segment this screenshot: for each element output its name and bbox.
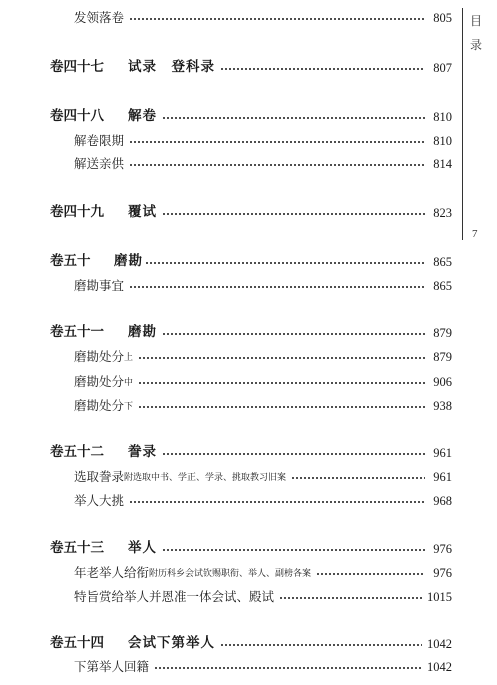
toc-section-row[interactable]: [74, 150, 452, 170]
section-note: 中: [124, 378, 134, 388]
chapter-name: 誊录: [128, 443, 157, 460]
page-number: 810: [433, 133, 452, 148]
page-number: 1042: [427, 659, 452, 674]
page-number: 814: [433, 156, 452, 171]
side-header-char: 录: [470, 38, 483, 52]
toc-title: [50, 58, 215, 75]
chapter-number: 卷五十四: [50, 634, 104, 651]
page-number: 807: [433, 60, 452, 75]
dot-leader: [129, 285, 425, 289]
dot-leader: [129, 140, 425, 144]
page-number: 1015: [427, 589, 452, 604]
chapter-number: 卷四十七: [50, 58, 104, 75]
page-number: 805: [433, 10, 452, 25]
page-number: 976: [433, 541, 452, 556]
page-number: 879: [433, 349, 452, 364]
toc-title: [50, 634, 215, 651]
section-note: 上: [124, 353, 134, 363]
toc-section-row[interactable]: [74, 463, 452, 483]
dot-leader: [220, 643, 422, 647]
page-number: 1042: [427, 636, 452, 651]
toc-title: [74, 277, 125, 293]
dot-leader: [279, 596, 422, 600]
chapter-name: 磨勘: [114, 252, 143, 269]
side-header-char: 目: [470, 14, 483, 28]
chapter-number: 卷五十一: [50, 323, 104, 340]
toc-section-row[interactable]: [74, 653, 452, 673]
page-number: 938: [433, 398, 452, 413]
dot-leader: [138, 381, 425, 385]
toc-section-row[interactable]: [74, 368, 452, 388]
toc-chapter-row[interactable]: [50, 535, 452, 555]
dot-leader: [316, 572, 425, 576]
page-number: 865: [433, 278, 452, 293]
dot-leader: [145, 261, 425, 265]
dot-leader: [129, 163, 425, 167]
dot-leader: [154, 666, 422, 670]
toc-title: [74, 348, 134, 364]
toc-section-row[interactable]: [74, 583, 452, 603]
chapter-number: 卷四十九: [50, 203, 104, 220]
section-name: 解卷限期: [74, 132, 125, 148]
page-number: 906: [433, 374, 452, 389]
section-note: 附选取中书、学正、学录、挑取教习旧案: [124, 473, 287, 483]
section-name: 磨勘事宜: [74, 277, 125, 293]
chapter-number: 卷五十: [50, 252, 91, 269]
page-number: 961: [433, 469, 452, 484]
dot-leader: [162, 212, 425, 216]
chapter-number: 卷四十八: [50, 107, 104, 124]
toc-section-row[interactable]: [74, 127, 452, 147]
side-page-number: 7: [472, 228, 478, 240]
page-number: 976: [433, 565, 452, 580]
page-number: 879: [433, 325, 452, 340]
dot-leader: [162, 332, 425, 336]
section-name: 磨勘处分: [74, 397, 125, 413]
section-note: 附历科乡会试钦赐职衔、举人、副榜各案: [149, 569, 312, 579]
section-name: 磨勘处分: [74, 348, 125, 364]
toc-title: [74, 132, 125, 148]
toc-title: [74, 588, 275, 604]
toc-chapter-row[interactable]: [50, 248, 452, 268]
toc-title: [50, 323, 157, 340]
toc-section-row[interactable]: [74, 559, 452, 579]
toc-title: [74, 155, 125, 171]
page-number: 810: [433, 109, 452, 124]
toc-section-row[interactable]: [74, 4, 452, 24]
section-name: 下第举人回籍: [74, 658, 150, 674]
toc-title: [50, 203, 157, 220]
toc-chapter-row[interactable]: [50, 319, 452, 339]
toc-title: [74, 564, 312, 580]
toc-title: [50, 539, 157, 556]
toc-section-row[interactable]: [74, 392, 452, 412]
section-name: 解送亲供: [74, 155, 125, 171]
dot-leader: [162, 452, 425, 456]
page-number: 968: [433, 493, 452, 508]
toc-title: [74, 397, 134, 413]
toc-chapter-row[interactable]: [50, 199, 452, 219]
toc-title: [50, 443, 157, 460]
page-number: 823: [433, 205, 452, 220]
section-name: 举人大挑: [74, 492, 125, 508]
toc-title: [74, 658, 150, 674]
page-number: 865: [433, 254, 452, 269]
toc-title: [74, 9, 125, 25]
dot-leader: [162, 116, 425, 120]
section-name: 磨勘处分: [74, 373, 125, 389]
page-number: 961: [433, 445, 452, 460]
section-name: 选取誊录: [74, 468, 125, 484]
chapter-name: 解卷: [128, 107, 157, 124]
chapter-name: 会试下第举人: [128, 634, 215, 651]
toc-chapter-row[interactable]: [50, 103, 452, 123]
side-rule: [462, 8, 463, 240]
toc-title: [74, 492, 125, 508]
dot-leader: [291, 476, 425, 480]
section-note: 下: [124, 402, 134, 412]
dot-leader: [129, 17, 425, 21]
toc-title: [74, 468, 287, 484]
section-name: 特旨赏给举人并恩准一体会试、殿试: [74, 588, 275, 604]
toc-title: [50, 107, 157, 124]
chapter-name: 覆试: [128, 203, 157, 220]
toc-chapter-row[interactable]: [50, 630, 452, 650]
section-name: 年老举人给衔: [74, 564, 150, 580]
toc-chapter-row[interactable]: [50, 439, 452, 459]
toc-section-row[interactable]: [74, 487, 452, 507]
dot-leader: [162, 548, 425, 552]
toc-title: [50, 252, 143, 269]
dot-leader: [220, 67, 425, 71]
chapter-name: 磨勘: [128, 323, 157, 340]
dot-leader: [138, 356, 425, 360]
toc-title: [74, 373, 134, 389]
chapter-name: 举人: [128, 539, 157, 556]
toc-chapter-row[interactable]: [50, 54, 452, 74]
chapter-name: 试录 登科录: [128, 58, 215, 75]
dot-leader: [129, 500, 425, 504]
section-name: 发领落卷: [74, 9, 125, 25]
chapter-number: 卷五十二: [50, 443, 104, 460]
dot-leader: [138, 405, 425, 409]
toc-section-row[interactable]: [74, 343, 452, 363]
toc-section-row[interactable]: [74, 272, 452, 292]
chapter-number: 卷五十三: [50, 539, 104, 556]
